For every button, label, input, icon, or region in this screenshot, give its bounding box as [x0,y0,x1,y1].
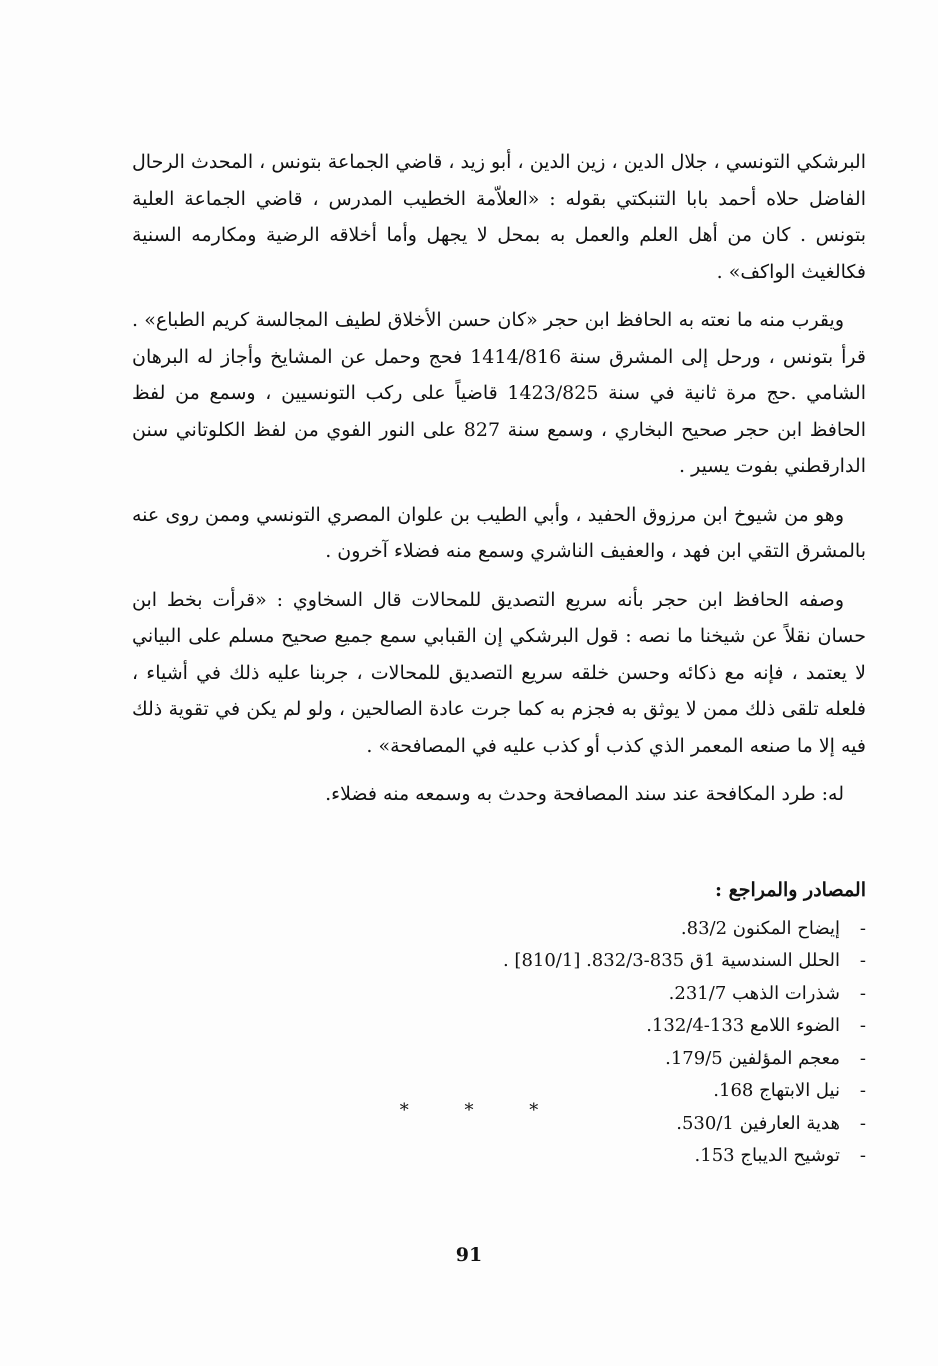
paragraph-works: له: طرد المكافحة عند سند المصافحة وحدث به وسمعه منه فضلاء. [325,783,844,805]
paragraph-students: وهو من شيوخ ابن مرزوق الحفيد ، وأبي الطيب بن علوان المصري التونسي وممن روى عنه بالمشرق التقي ابن فهد ، والعفيف الناشري وسمع منه فضلاء آخرون . [132,503,866,562]
source-text: الحلل السندسية 1ق 835-832/3. [810/1] . [502,950,840,971]
source-text: إيضاح المكنون 83/2. [680,917,840,939]
sources-heading: المصادر والمراجع : [714,878,866,901]
source-item [132,1010,866,1043]
source-text: هدية العارفين 530/1. [676,1112,840,1134]
section-separator [0,1100,938,1121]
separator-star: * [399,1100,409,1121]
source-item [132,978,866,1011]
list-dash: - [859,917,866,939]
list-dash: - [859,1047,866,1069]
source-text: الضوء اللامع 133-132/4. [646,1015,840,1036]
sources-list [132,913,866,1173]
list-dash: - [859,982,866,1004]
list-dash: - [859,1145,866,1166]
source-text: توشيح الديباج 153. [694,1145,840,1166]
source-text: نيل الابتهاج 168. [713,1080,840,1101]
page-content [132,144,866,1173]
source-text: شذرات الذهب 231/7. [668,982,840,1004]
separator-star: * [529,1100,539,1121]
paragraph-ibn-hajar-description: ويقرب منه ما نعته به الحافظ ابن حجر «كان حسن الأخلاق لطيف المجالسة كريم الطباع» . قرأ بتونس ، ورحل إلى المشرق سنة 1414/816 فحج وحمل عن المشايخ وأجاز له البرهان الشامي .حج مرة ثانية في سنة 1423/825 قاضياً على ركب التونسيين ، وسمع من لفظ الحافظ ابن حجر صحيح البخاري ، وسمع سنة 827 على النور الفوي من لفظ الكلوتاني سنن الدارقطني بفوت يسير . [132,309,867,477]
source-text: معجم المؤلفين 179/5. [665,1047,840,1069]
source-item [132,1043,866,1076]
separator-star: * [464,1100,474,1121]
paragraph-sakhawi-quote: وصفه الحافظ ابن حجر بأنه سريع التصديق للمحالات قال السخاوي : «قرأت بخط ابن حسان نقلاً عن شيخنا ما نصه : قول البرشكي إن القبابي سمع جميع صحيح مسلم على البياني لا يعتمد ، فإنه مع ذكائه وحسن خلقه سريع التصديق للمحالات ، جربنا عليه ذلك في أشياء ، فلعله تلقى ذلك ممن لا يوثق به فجزم به كما جرت عادة الصالحين ، ولو لم يكن في تقوية ذلك فيه إلا ما صنعه المعمر الذي كذب أو كذب عليه في المصافحة» . [132,588,866,757]
source-item [132,945,866,978]
list-dash: - [859,1080,866,1101]
source-item [132,913,866,946]
page-number: 91 [455,1244,483,1266]
list-dash: - [859,1112,866,1134]
source-item [132,1140,866,1173]
paragraph-biography: البرشكي التونسي ، جلال الدين ، زين الدين ، أبو زيد ، قاضي الجماعة بتونس ، المحدث الرحال الفاضل حلاه أحمد بابا التنبكتي بقوله : «العلاّمة الخطيب المدرس ، قاضي الجماعة العلية بتونس . كان من أهل العلم والعمل به بمحل لا يجهل وأما أخلاقه الرضية ومكارمه السنية فكالغيث الواكف» . [132,151,866,283]
list-dash: - [859,950,866,971]
list-dash: - [859,1015,866,1036]
